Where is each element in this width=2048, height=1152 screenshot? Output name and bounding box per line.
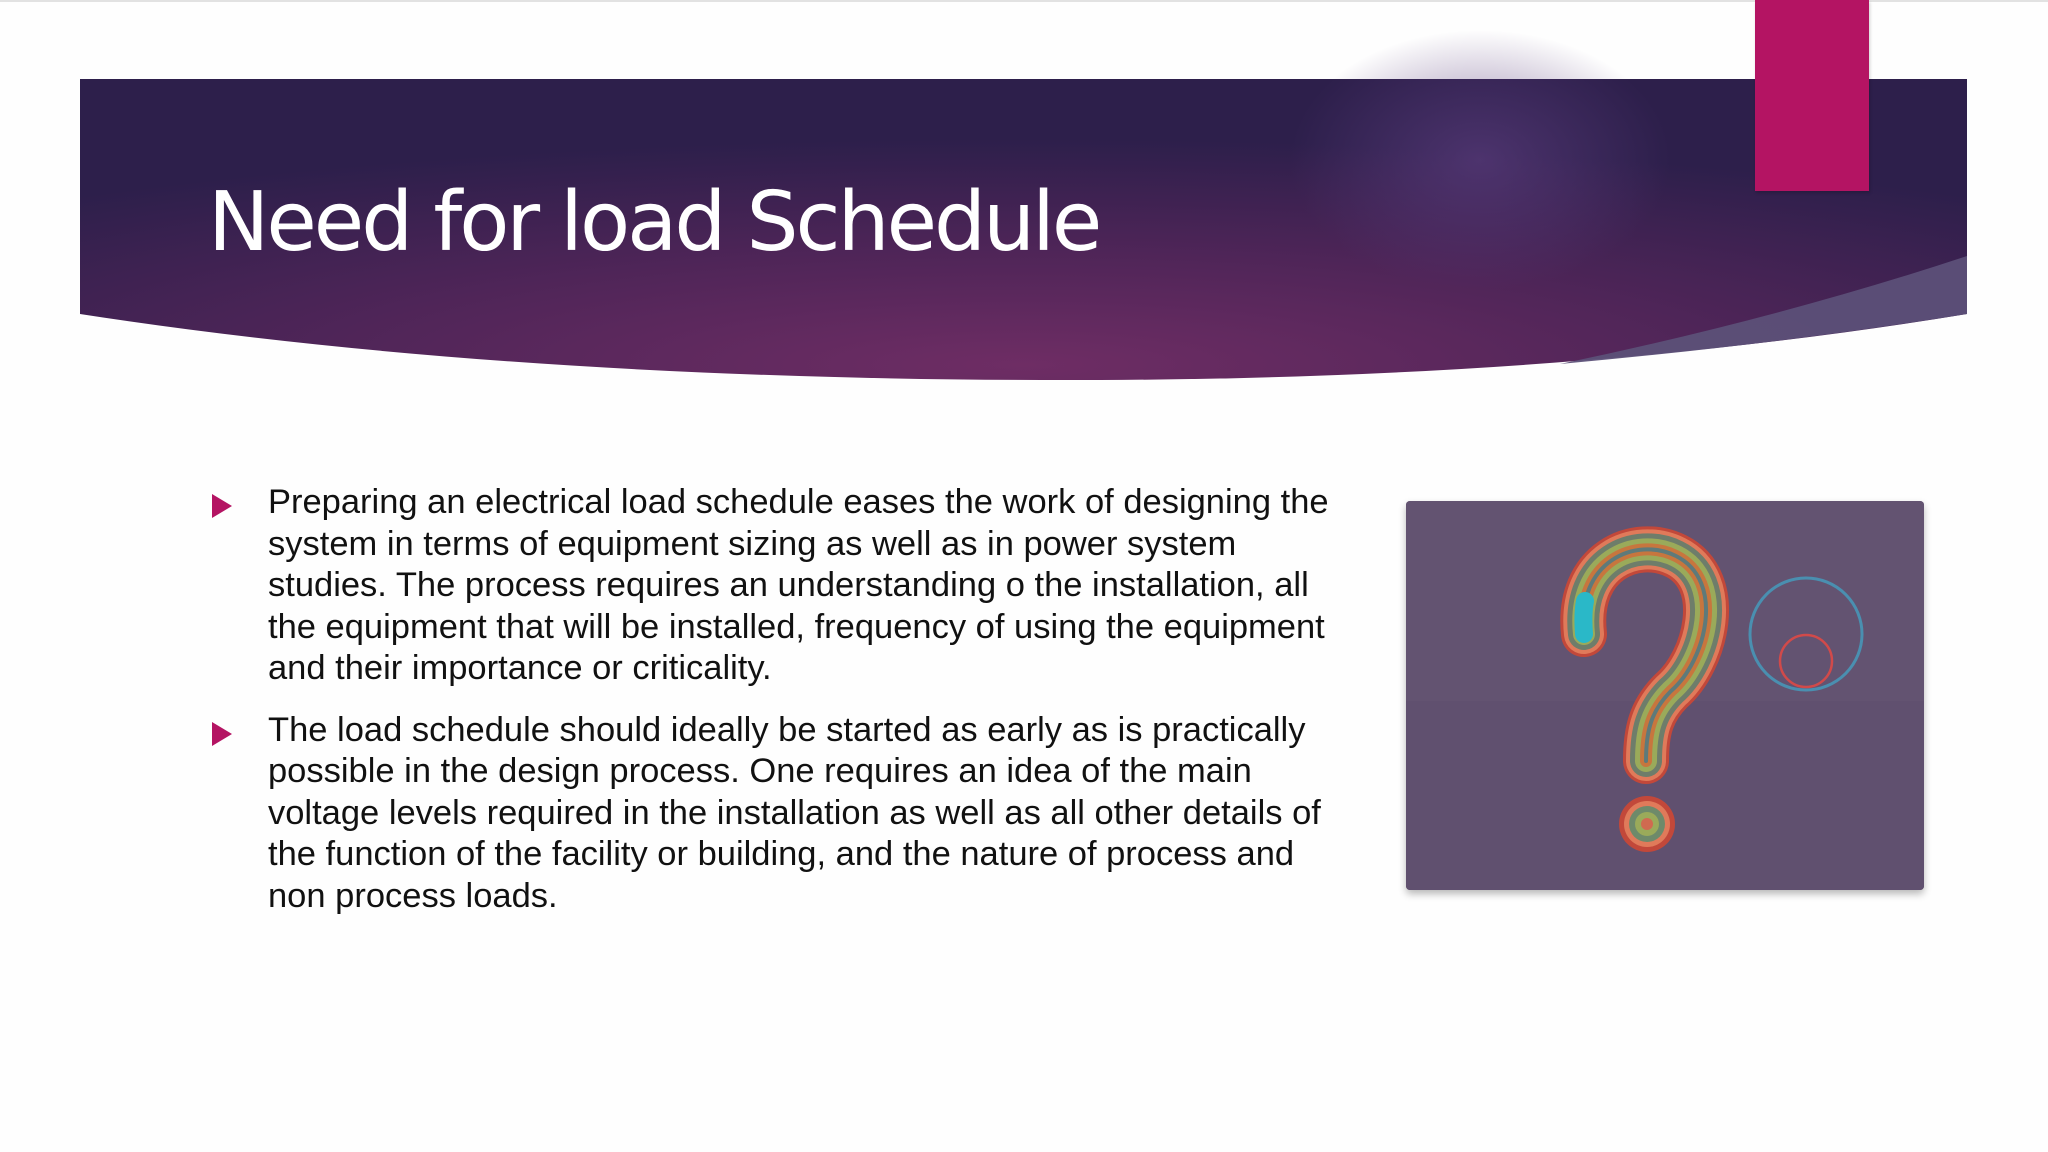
triangle-bullet-icon bbox=[212, 494, 232, 518]
accent-tab bbox=[1755, 0, 1869, 191]
bullet-text: The load schedule should ideally be started as early as is practically possible in the design process. One requires an idea of the main voltage levels required in the installation as well as all other details of the function of the facility or building, and the nature of process and non process loads. bbox=[268, 710, 1321, 915]
bullet-item bbox=[210, 710, 1350, 918]
question-mark-image bbox=[1406, 501, 1924, 890]
bullet-text: Preparing an electrical load schedule eases the work of designing the system in terms of equipment sizing as well as in power system studies. The process requires an understanding o the installation, all the equipment that will be installed, frequency of using the equipment and their importance or criticality. bbox=[268, 483, 1329, 687]
bullet-item bbox=[210, 482, 1350, 690]
triangle-bullet-icon bbox=[212, 722, 232, 746]
bullet-list bbox=[210, 482, 1350, 937]
question-mark-icon bbox=[1406, 501, 1924, 890]
slide-title: Need for load Schedule bbox=[208, 175, 1100, 270]
